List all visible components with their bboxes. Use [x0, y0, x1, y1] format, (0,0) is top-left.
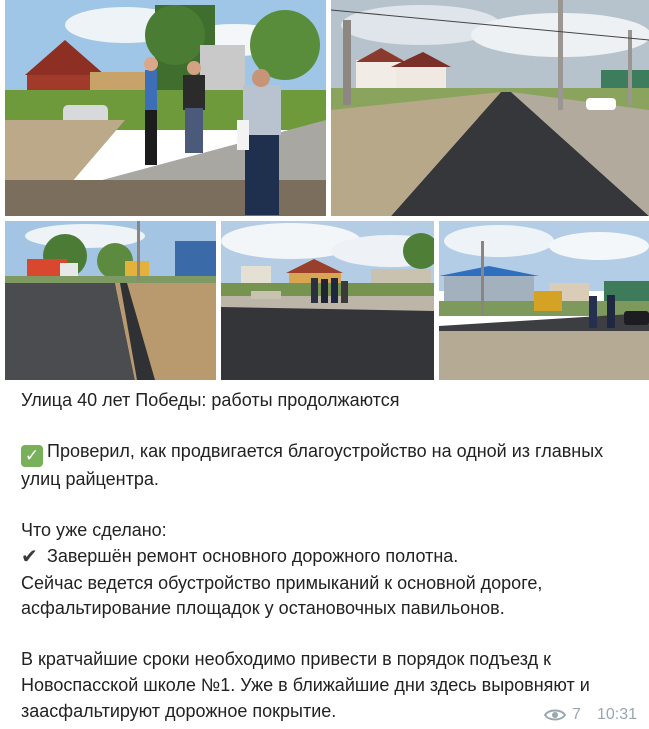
intro-paragraph	[21, 439, 641, 493]
heavy-check-icon: ✔	[21, 545, 38, 568]
post-time: 10:31	[596, 706, 637, 723]
views-count: 7	[572, 706, 581, 723]
intro-text: Проверил, как продвигается благоустройство на одной из главных улиц райцентра.	[21, 441, 604, 490]
current-works: Сейчас ведется обустройство примыканий к основной дороге, асфальтирование площадок у остановочных павильонов.	[21, 572, 543, 619]
photo-new-asphalt-road[interactable]	[331, 0, 649, 216]
green-check-icon: ✓	[21, 445, 43, 467]
done-item-text: Завершён ремонт основного дорожного полотна.	[47, 545, 459, 566]
post-title: Улица 40 лет Победы: работы продолжаются	[21, 390, 400, 410]
photo-road-with-truck[interactable]	[5, 221, 216, 380]
photo-officials-on-sidewalk[interactable]	[5, 0, 326, 216]
eye-icon	[544, 708, 566, 722]
done-item	[21, 544, 641, 571]
post-meta	[544, 706, 637, 724]
next-works: В кратчайшие сроки необходимо привести в порядок подъезд к Новоспасской школе №1. Уже в ближайшие дни здесь выровняют и заасфальтируют дорожное покрытие.	[21, 649, 590, 721]
done-heading: Что уже сделано:	[21, 520, 167, 541]
post-body	[21, 388, 641, 724]
photo-bus-stop-works[interactable]	[439, 221, 649, 380]
photo-road-workers-group[interactable]	[221, 221, 434, 380]
